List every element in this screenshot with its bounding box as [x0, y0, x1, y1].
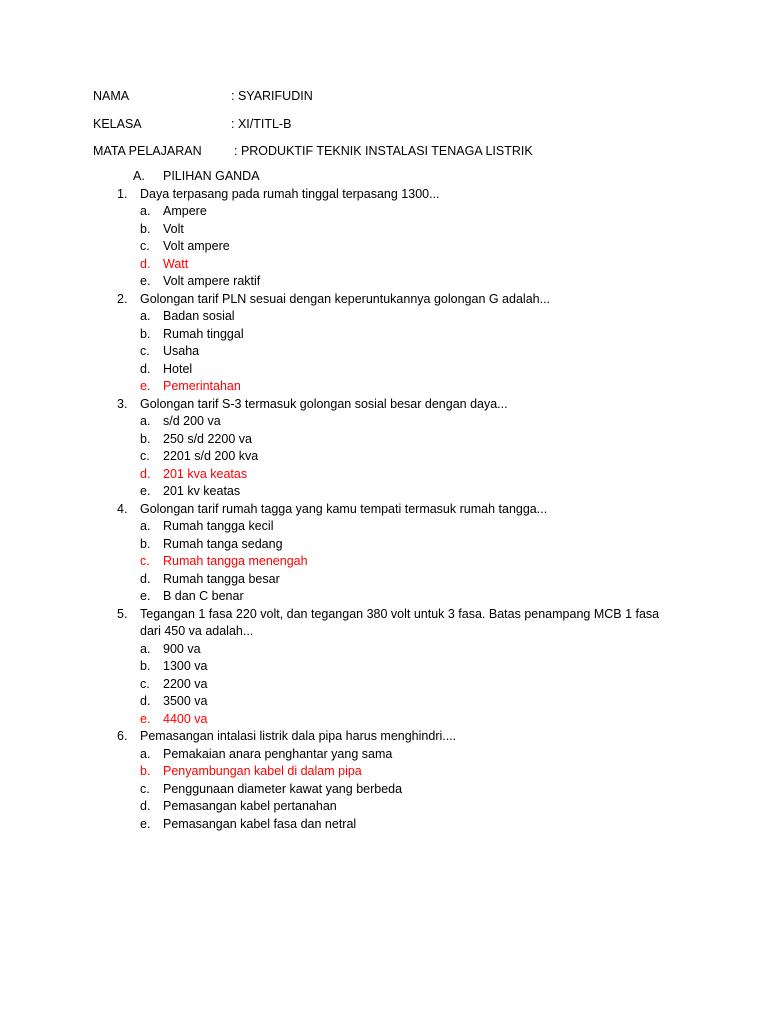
option-text: Hotel	[163, 361, 193, 376]
question-stem	[93, 396, 693, 414]
answer-option	[93, 326, 693, 344]
questions-container	[93, 186, 693, 834]
option-text: Penggunaan diameter kawat yang berbeda	[163, 781, 403, 796]
option-letter: b.	[140, 221, 151, 236]
answer-option	[93, 448, 693, 466]
kelas-label: KELASA	[93, 117, 142, 131]
answer-option	[93, 413, 693, 431]
header-nama-row	[93, 87, 313, 105]
question-number: 4.	[117, 501, 128, 516]
option-letter: a.	[140, 309, 151, 323]
option-letter: b.	[140, 326, 151, 341]
question-text: Pemasangan intalasi listrik dala pipa harus menghindri....	[140, 729, 457, 743]
option-letter: a.	[140, 746, 151, 761]
option-letter: a.	[140, 414, 151, 428]
option-text: 2201 s/d 200 kva	[163, 449, 259, 463]
option-letter: c.	[140, 344, 150, 358]
option-text: 2200 va	[163, 676, 208, 691]
question-number: 1.	[117, 186, 128, 201]
option-letter: d.	[140, 361, 151, 376]
question-text: Tegangan 1 fasa 220 volt, dan tegangan 380 volt untuk 3 fasa. Batas penampang MCB 1 fasa dari 450 va adalah...	[140, 606, 660, 638]
header-kelas-row	[93, 115, 292, 133]
question-item	[93, 501, 693, 606]
option-letter: e.	[140, 484, 151, 498]
answer-option	[93, 203, 693, 221]
question-item	[93, 186, 693, 291]
option-text: Volt ampere	[163, 239, 230, 253]
section-title-text: PILIHAN GANDA	[163, 169, 260, 183]
option-text: Badan sosial	[163, 309, 235, 323]
option-letter: e.	[140, 589, 151, 603]
option-list	[93, 308, 693, 396]
option-text: Usaha	[163, 344, 200, 358]
question-stem	[93, 728, 693, 746]
option-text: Penyambungan kabel di dalam pipa	[163, 764, 362, 778]
option-text: Rumah tinggal	[163, 326, 244, 341]
question-number: 3.	[117, 396, 128, 411]
answer-option	[93, 676, 693, 694]
kelas-value: : XI/TITL-B	[231, 117, 292, 131]
answer-option	[93, 361, 693, 379]
option-text: 250 s/d 2200 va	[163, 431, 252, 446]
option-text: B dan C benar	[163, 589, 244, 603]
option-text: Pemerintahan	[163, 379, 241, 393]
question-text: Golongan tarif PLN sesuai dengan keperuntukannya golongan G adalah...	[140, 291, 551, 306]
option-text: 201 kva keatas	[163, 466, 248, 481]
option-letter: c.	[140, 554, 150, 568]
question-number: 5.	[117, 606, 128, 621]
option-letter: a.	[140, 641, 151, 656]
question-number: 2.	[117, 291, 128, 306]
answer-option-correct	[93, 466, 693, 484]
question-item	[93, 606, 693, 729]
answer-option	[93, 798, 693, 816]
question-stem	[93, 501, 693, 519]
option-text: Ampere	[163, 204, 207, 218]
answer-option-correct	[93, 553, 693, 571]
option-list	[93, 518, 693, 606]
option-letter: b.	[140, 659, 151, 673]
option-text: Volt ampere raktif	[163, 274, 261, 288]
section-title	[93, 168, 693, 186]
answer-option	[93, 431, 693, 449]
answer-option	[93, 658, 693, 676]
option-text: Pemakaian anara penghantar yang sama	[163, 746, 393, 761]
answer-option	[93, 571, 693, 589]
answer-option	[93, 308, 693, 326]
option-letter: d.	[140, 694, 151, 708]
option-letter: d.	[140, 799, 151, 813]
answer-option	[93, 781, 693, 799]
answer-option-correct	[93, 378, 693, 396]
option-letter: b.	[140, 431, 151, 446]
answer-option	[93, 483, 693, 501]
answer-option	[93, 746, 693, 764]
option-list	[93, 203, 693, 291]
question-text: Daya terpasang pada rumah tinggal terpasang 1300...	[140, 186, 440, 201]
option-text: 4400 va	[163, 711, 208, 726]
option-list	[93, 413, 693, 501]
option-letter: e.	[140, 816, 151, 831]
option-letter: d.	[140, 571, 151, 586]
option-letter: c.	[140, 676, 150, 691]
option-letter: d.	[140, 256, 151, 271]
question-text: Golongan tarif rumah tagga yang kamu tempati termasuk rumah tangga...	[140, 501, 548, 516]
question-number: 6.	[117, 729, 128, 743]
answer-option	[93, 816, 693, 834]
question-list	[93, 168, 693, 833]
question-item	[93, 396, 693, 501]
option-text: Rumah tangga besar	[163, 571, 280, 586]
mapel-value: : PRODUKTIF TEKNIK INSTALASI TENAGA LISTRIK	[234, 144, 533, 158]
answer-option	[93, 536, 693, 554]
answer-option-correct	[93, 763, 693, 781]
option-text: 201 kv keatas	[163, 484, 241, 498]
mapel-label: MATA PELAJARAN	[93, 144, 202, 158]
option-letter: c.	[140, 781, 150, 796]
option-letter: c.	[140, 449, 150, 463]
question-stem	[93, 606, 693, 641]
answer-option	[93, 238, 693, 256]
option-text: Rumah tanga sedang	[163, 536, 283, 551]
answer-option	[93, 693, 693, 711]
question-text: Golongan tarif S-3 termasuk golongan sosial besar dengan daya...	[140, 396, 508, 411]
option-text: Rumah tangga menengah	[163, 554, 308, 568]
answer-option	[93, 588, 693, 606]
question-item	[93, 291, 693, 396]
option-letter: a.	[140, 204, 151, 218]
option-letter: e.	[140, 379, 151, 393]
option-text: Watt	[163, 256, 189, 271]
question-stem	[93, 291, 693, 309]
option-text: Rumah tangga kecil	[163, 519, 274, 533]
section-letter: A.	[133, 169, 145, 183]
answer-option	[93, 221, 693, 239]
option-text: 3500 va	[163, 694, 208, 708]
option-text: Pemasangan kabel fasa dan netral	[163, 816, 357, 831]
nama-label: NAMA	[93, 89, 130, 103]
option-text: 1300 va	[163, 659, 208, 673]
option-letter: a.	[140, 519, 151, 533]
option-letter: d.	[140, 466, 151, 481]
option-letter: b.	[140, 536, 151, 551]
option-letter: b.	[140, 764, 151, 778]
question-item	[93, 728, 693, 833]
answer-option	[93, 343, 693, 361]
answer-option	[93, 273, 693, 291]
option-text: 900 va	[163, 641, 201, 656]
option-list	[93, 746, 693, 834]
answer-option	[93, 641, 693, 659]
answer-option	[93, 518, 693, 536]
option-letter: e.	[140, 274, 151, 288]
option-letter: c.	[140, 239, 150, 253]
answer-option-correct	[93, 256, 693, 274]
option-list	[93, 641, 693, 729]
nama-value: : SYARIFUDIN	[231, 89, 313, 103]
option-text: Volt	[163, 221, 184, 236]
option-letter: e.	[140, 711, 151, 726]
header-mapel-row	[93, 142, 533, 160]
option-text: Pemasangan kabel pertanahan	[163, 799, 337, 813]
option-text: s/d 200 va	[163, 414, 221, 428]
answer-option-correct	[93, 711, 693, 729]
question-stem	[93, 186, 693, 204]
